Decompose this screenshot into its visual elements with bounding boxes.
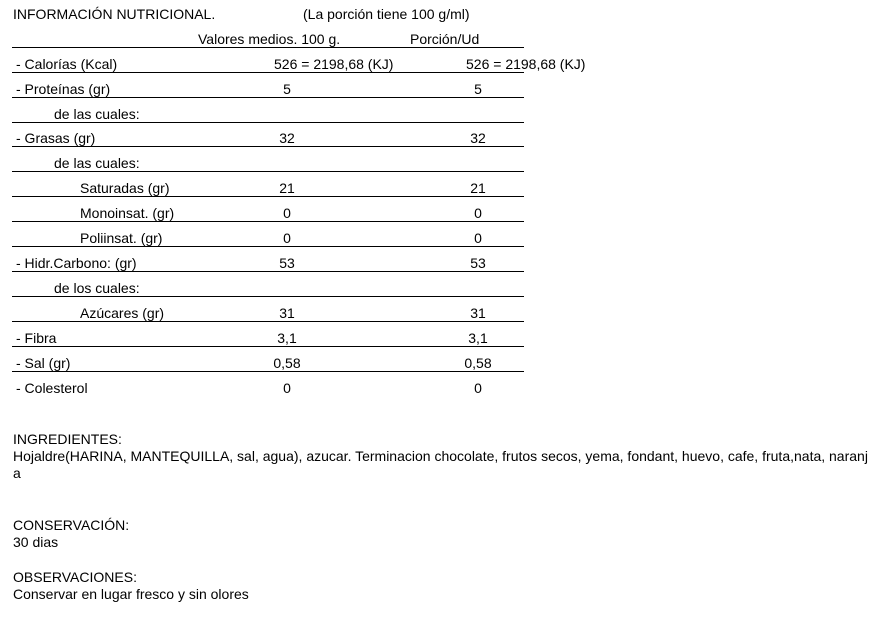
row-label: de los cuales: bbox=[54, 280, 140, 296]
value-per-100g: 3,1 bbox=[277, 330, 297, 346]
row-divider bbox=[12, 371, 524, 372]
row-label: Poliinsat. (gr) bbox=[80, 230, 163, 246]
value-per-portion: 0 bbox=[474, 230, 482, 246]
conservation-text: 30 dias bbox=[13, 534, 59, 550]
value-per-portion: 3,1 bbox=[468, 330, 488, 346]
ingredients-heading: INGREDIENTES: bbox=[13, 431, 122, 447]
value-per-portion: 0,58 bbox=[464, 355, 492, 371]
row-divider bbox=[12, 321, 524, 322]
value-per-portion: 0 bbox=[474, 380, 482, 396]
row-label: - Proteínas (gr) bbox=[16, 81, 111, 97]
row-divider bbox=[12, 72, 524, 73]
row-label: de las cuales: bbox=[54, 106, 140, 122]
value-per-portion: 5 bbox=[474, 81, 482, 97]
value-per-100g: 31 bbox=[279, 305, 295, 321]
row-label: de las cuales: bbox=[54, 155, 140, 171]
row-label: - Colesterol bbox=[16, 380, 88, 396]
value-per-100g: 32 bbox=[279, 130, 295, 146]
row-divider bbox=[12, 271, 524, 272]
row-divider bbox=[12, 97, 524, 98]
value-per-100g: 21 bbox=[279, 180, 295, 196]
value-per-100g: 0 bbox=[283, 380, 291, 396]
nutrition-title: INFORMACIÓN NUTRICIONAL. bbox=[13, 6, 216, 22]
observations-section bbox=[13, 569, 873, 603]
value-per-portion: 31 bbox=[470, 305, 486, 321]
row-label: - Calorías (Kcal) bbox=[16, 56, 118, 72]
row-label: - Sal (gr) bbox=[16, 355, 71, 371]
value-per-portion: 53 bbox=[470, 255, 486, 271]
ingredients-section bbox=[13, 431, 873, 482]
row-label: - Fibra bbox=[16, 330, 57, 346]
value-per-portion: 21 bbox=[470, 180, 486, 196]
value-per-100g: 0 bbox=[283, 205, 291, 221]
row-divider bbox=[12, 221, 524, 222]
row-divider bbox=[12, 296, 524, 297]
value-per-portion: 526 = 2198,68 (KJ) bbox=[466, 56, 586, 72]
row-label: Saturadas (gr) bbox=[80, 180, 170, 196]
column-header-per-portion: Porción/Ud bbox=[410, 31, 480, 47]
ingredients-text: Hojaldre(HARINA, MANTEQUILLA, sal, agua), azucar. Terminacion chocolate, frutos secos, yema, fondant, huevo, cafe, fruta,nata, naranja bbox=[13, 448, 868, 481]
observations-heading: OBSERVACIONES: bbox=[13, 569, 137, 585]
row-label: - Hidr.Carbono: (gr) bbox=[16, 255, 137, 271]
row-divider bbox=[12, 122, 524, 123]
conservation-heading: CONSERVACIÓN: bbox=[13, 517, 130, 533]
value-per-100g: 0 bbox=[283, 230, 291, 246]
row-divider bbox=[12, 171, 524, 172]
row-divider bbox=[12, 246, 524, 247]
row-divider bbox=[12, 146, 524, 147]
column-header-per-100g: Valores medios. 100 g. bbox=[198, 31, 341, 47]
row-label: Monoinsat. (gr) bbox=[80, 205, 175, 221]
portion-note: (La porción tiene 100 g/ml) bbox=[303, 6, 470, 22]
row-divider bbox=[12, 346, 524, 347]
value-per-portion: 0 bbox=[474, 205, 482, 221]
value-per-portion: 32 bbox=[470, 130, 486, 146]
row-divider bbox=[12, 196, 524, 197]
header-divider bbox=[12, 47, 524, 48]
value-per-100g: 0,58 bbox=[273, 355, 301, 371]
row-label: - Grasas (gr) bbox=[16, 130, 96, 146]
conservation-section bbox=[13, 517, 873, 551]
observations-text: Conservar en lugar fresco y sin olores bbox=[13, 586, 249, 602]
row-label: Azúcares (gr) bbox=[80, 305, 165, 321]
value-per-100g: 53 bbox=[279, 255, 295, 271]
value-per-100g: 526 = 2198,68 (KJ) bbox=[274, 56, 394, 72]
value-per-100g: 5 bbox=[283, 81, 291, 97]
